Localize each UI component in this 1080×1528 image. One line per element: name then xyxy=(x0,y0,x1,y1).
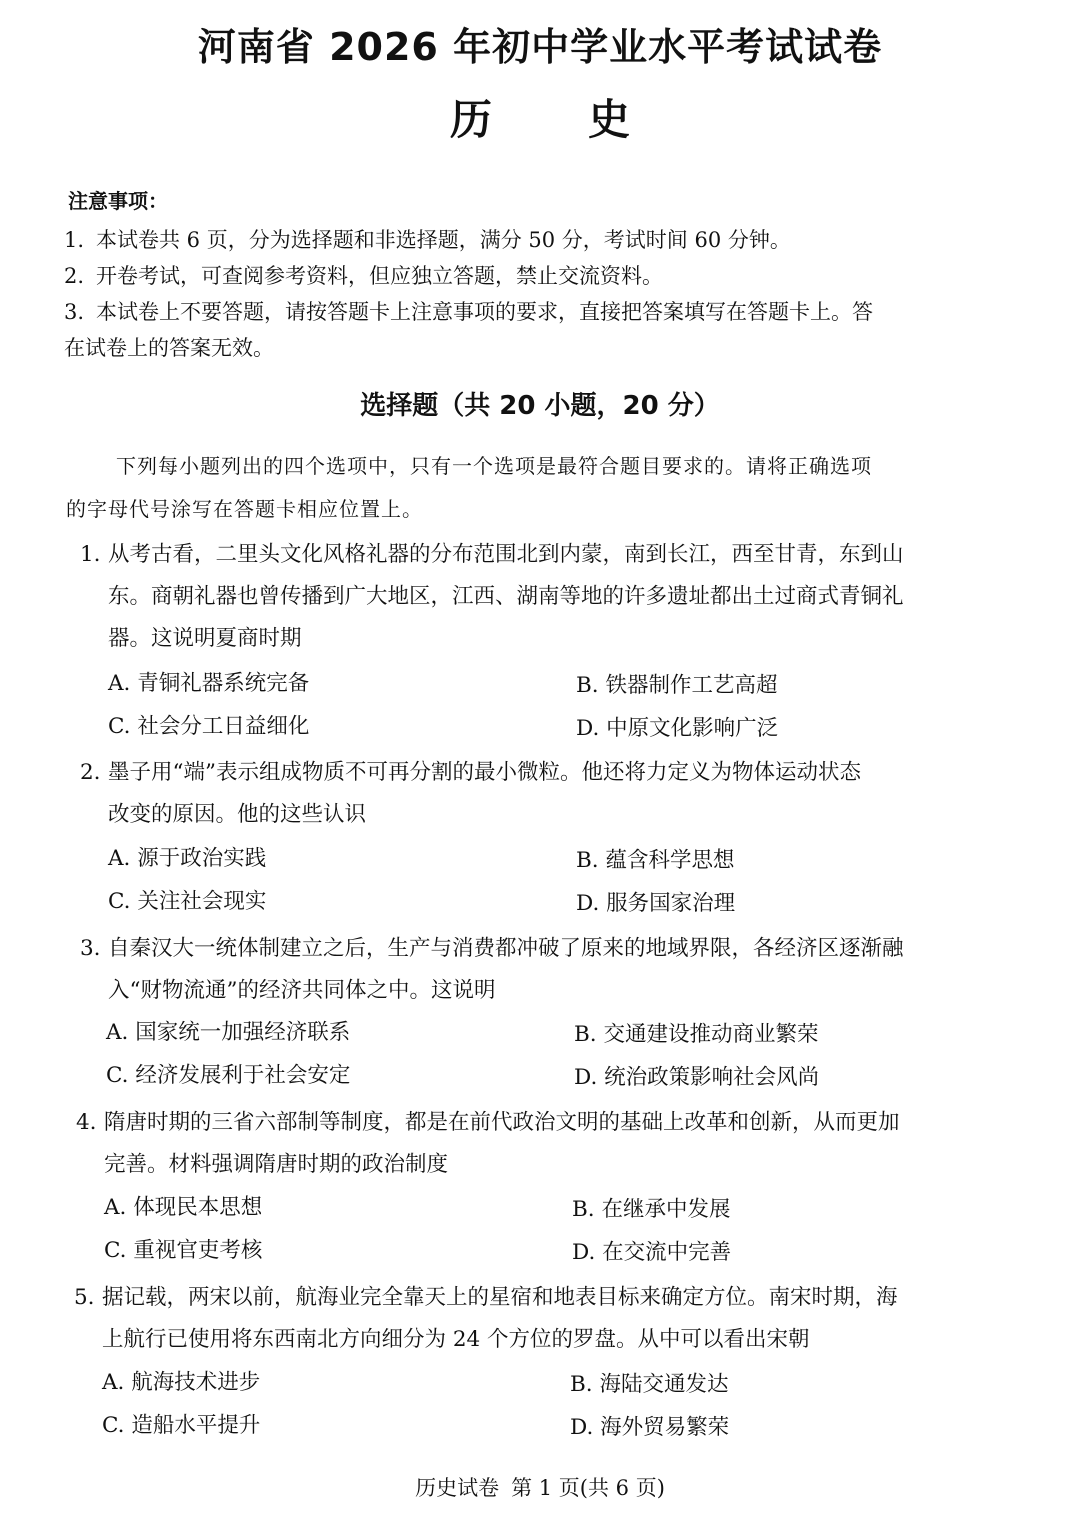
notice-heading: 注意事项： xyxy=(68,189,168,213)
question-line: 完善。材料强调隋唐时期的政治制度 xyxy=(104,1152,449,1177)
subject-char-1: 历 xyxy=(449,95,492,144)
notice-text: 本试卷上不要答题，请按答题卡上注意事项的要求，直接把答案填写在答题卡上。答 xyxy=(96,300,873,324)
q1-option-d[interactable]: D. 中原文化影响广泛 xyxy=(576,716,779,741)
notice-num: 2. xyxy=(64,264,85,288)
q4-option-a[interactable]: A. 体现民本思想 xyxy=(104,1195,263,1220)
question-number: 4. xyxy=(76,1110,97,1135)
question-number: 3. xyxy=(80,936,101,961)
q5-option-d[interactable]: D. 海外贸易繁荣 xyxy=(570,1415,730,1440)
q2-option-a[interactable]: A. 源于政治实践 xyxy=(108,846,267,871)
notice-num: 3. xyxy=(64,300,85,324)
notice-text: 开卷考试，可查阅参考资料，但应独立答题，禁止交流资料。 xyxy=(96,264,663,288)
q3-option-a[interactable]: A. 国家统一加强经济联系 xyxy=(106,1020,351,1045)
q5-option-b[interactable]: B. 海陆交通发达 xyxy=(570,1372,729,1397)
question-number: 2. xyxy=(80,760,101,785)
footer-subject: 历史试卷 xyxy=(415,1476,500,1500)
question-number: 1. xyxy=(80,542,101,567)
q3-option-d[interactable]: D. 统治政策影响社会风尚 xyxy=(574,1065,820,1090)
notice-item-1 xyxy=(64,222,1014,258)
q1-option-c[interactable]: C. 社会分工日益细化 xyxy=(108,714,310,739)
question-1 xyxy=(80,534,1015,660)
notice-num: 1. xyxy=(64,228,85,252)
exam-title: 河南省 2026 年初中学业水平考试试卷 xyxy=(197,25,883,69)
q1-option-b[interactable]: B. 铁器制作工艺高超 xyxy=(576,673,778,698)
footer-page-number: 第 1 页(共 6 页) xyxy=(511,1476,665,1500)
q4-option-d[interactable]: D. 在交流中完善 xyxy=(572,1240,732,1265)
question-line: 隋唐时期的三省六部制等制度，都是在前代政治文明的基础上改革和创新，从而更加 xyxy=(104,1110,900,1135)
subject-title xyxy=(0,92,1080,148)
q4-option-b[interactable]: B. 在继承中发展 xyxy=(572,1197,731,1222)
question-line: 东。商朝礼器也曾传播到广大地区，江西、湖南等地的许多遗址都出土过商式青铜礼 xyxy=(108,584,904,609)
instruction-line-2: 的字母代号涂写在答题卡相应位置上。 xyxy=(66,497,423,521)
question-line: 器。这说明夏商时期 xyxy=(108,626,302,651)
instruction-line-1: 下列每小题列出的四个选项中，只有一个选项是最符合题目要求的。请将正确选项 xyxy=(116,454,872,478)
q2-option-b[interactable]: B. 蕴含科学思想 xyxy=(576,848,735,873)
notice-item-2 xyxy=(64,258,1014,294)
q5-option-c[interactable]: C. 造船水平提升 xyxy=(102,1413,261,1438)
q5-option-a[interactable]: A. 航海技术进步 xyxy=(102,1370,261,1395)
question-line: 据记载，两宋以前，航海业完全靠天上的星宿和地表目标来确定方位。南宋时期，海 xyxy=(102,1285,898,1310)
subject-char-2: 史 xyxy=(588,95,631,144)
question-3 xyxy=(80,928,1015,1012)
page-footer xyxy=(0,1472,1080,1504)
q3-option-c[interactable]: C. 经济发展利于社会安定 xyxy=(106,1063,351,1088)
section-title: 选择题（共 20 小题，20 分） xyxy=(360,391,720,421)
q2-option-c[interactable]: C. 关注社会现实 xyxy=(108,889,267,914)
question-4 xyxy=(76,1102,1016,1186)
q2-option-d[interactable]: D. 服务国家治理 xyxy=(576,891,736,916)
question-line: 从考古看，二里头文化风格礼器的分布范围北到内蒙，南到长江，西至甘青，东到山 xyxy=(108,542,904,567)
question-line: 入“财物流通”的经济共同体之中。这说明 xyxy=(108,978,496,1003)
question-number: 5. xyxy=(74,1285,95,1310)
notice-text: 本试卷共 6 页，分为选择题和非选择题，满分 50 分，考试时间 60 分钟。 xyxy=(96,228,791,252)
q1-option-a[interactable]: A. 青铜礼器系统完备 xyxy=(108,671,310,696)
question-line: 上航行已使用将东西南北方向细分为 24 个方位的罗盘。从中可以看出宋朝 xyxy=(102,1327,810,1352)
question-line: 墨子用“端”表示组成物质不可再分割的最小微粒。他还将力定义为物体运动状态 xyxy=(108,760,861,785)
q3-option-b[interactable]: B. 交通建设推动商业繁荣 xyxy=(574,1022,819,1047)
notice-item-3 xyxy=(64,294,1014,330)
q4-option-c[interactable]: C. 重视官吏考核 xyxy=(104,1238,263,1263)
question-line: 自秦汉大一统体制建立之后，生产与消费都冲破了原来的地域界限，各经济区逐渐融 xyxy=(108,936,904,961)
notice-item-3-cont: 在试卷上的答案无效。 xyxy=(64,336,274,360)
question-2 xyxy=(80,752,1015,836)
question-5 xyxy=(74,1277,1016,1361)
question-line: 改变的原因。他的这些认识 xyxy=(108,802,367,827)
